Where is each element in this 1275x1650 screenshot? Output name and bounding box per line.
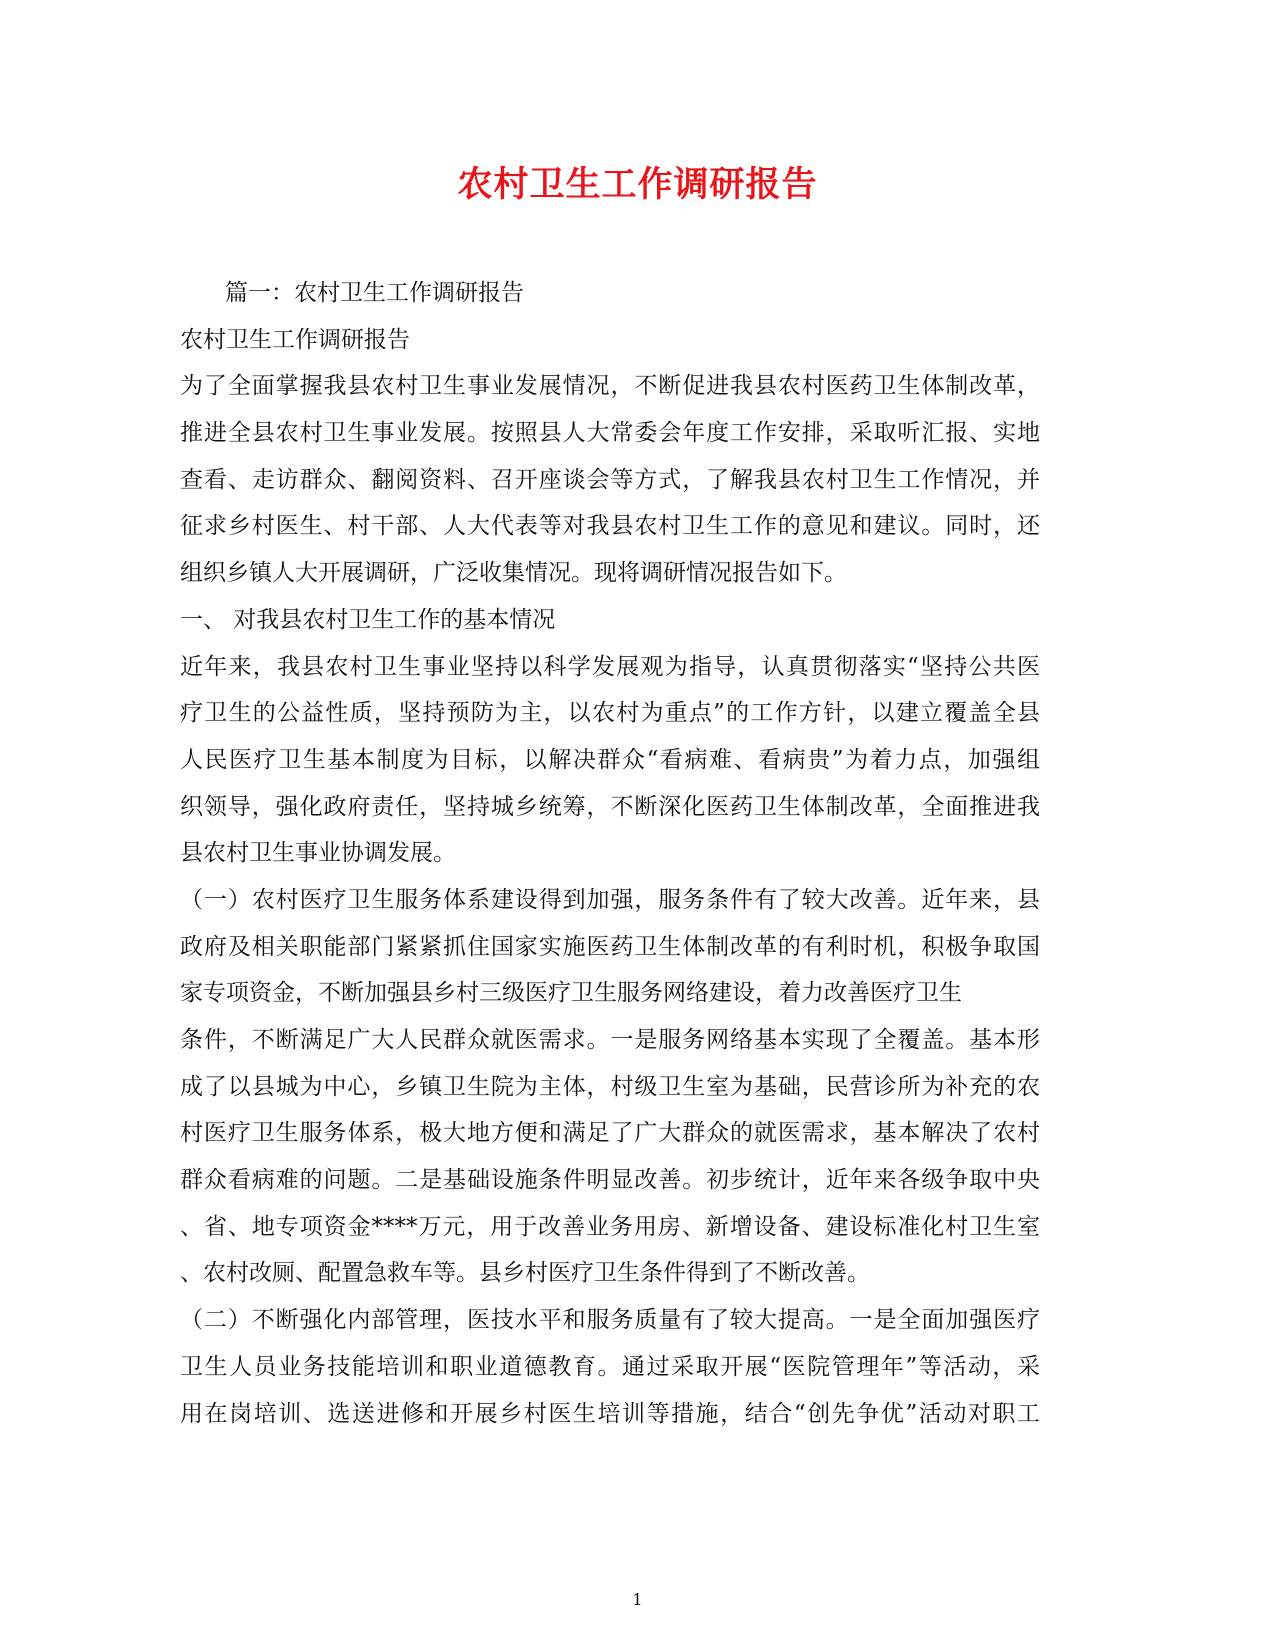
text-line: 推进全县农村卫生事业发展。按照县人大常委会年度工作安排，采取听汇报、实地 <box>180 420 1040 447</box>
section-heading: 篇一：农村卫生工作调研报告 <box>225 280 524 306</box>
text-line: 县农村卫生事业协调发展。 <box>180 840 456 867</box>
text-line: 家专项资金，不断加强县乡村三级医疗卫生服务网络建设，着力改善医疗卫生 <box>180 980 962 1007</box>
text-line: 征求乡村医生、村干部、人大代表等对我县农村卫生工作的意见和建议。同时，还 <box>180 513 1040 540</box>
section-heading: 一、 对我县农村卫生工作的基本情况 <box>180 606 556 633</box>
document-title: 农村卫生工作调研报告 <box>457 164 818 205</box>
text-line: 人民医疗卫生基本制度为目标，以解决群众“看病难、看病贵”为着力点，加强组 <box>180 746 1040 773</box>
text-line: 政府及相关职能部门紧紧抓住国家实施医药卫生体制改革的有利时机，积极争取国 <box>180 933 1040 960</box>
text-line: 为了全面掌握我县农村卫生事业发展情况，不断促进我县农村医药卫生体制改革， <box>180 373 1040 400</box>
text-line: 、农村改厕、配置急救车等。县乡村医疗卫生条件得到了不断改善。 <box>180 1260 870 1287</box>
text-line: （一）农村医疗卫生服务体系建设得到加强，服务条件有了较大改善。近年来，县 <box>180 886 1040 913</box>
text-line: 村医疗卫生服务体系，极大地方便和满足了广大群众的就医需求，基本解决了农村 <box>180 1120 1040 1147</box>
text-line: （二）不断强化内部管理，医技水平和服务质量有了较大提高。一是全面加强医疗 <box>180 1307 1040 1334</box>
text-line: 卫生人员业务技能培训和职业道德教育。通过采取开展“医院管理年”等活动，采 <box>180 1353 1040 1380</box>
text-line: 条件，不断满足广大人民群众就医需求。一是服务网络基本实现了全覆盖。基本形 <box>180 1027 1040 1053</box>
text-line: 、省、地专项资金****万元，用于改善业务用房、新增设备、建设标准化村卫生室 <box>180 1213 1040 1240</box>
text-line: 组织乡镇人大开展调研，广泛收集情况。现将调研情况报告如下。 <box>180 560 847 587</box>
text-line: 近年来，我县农村卫生事业坚持以科学发展观为指导，认真贯彻落实“坚持公共医 <box>180 653 1040 680</box>
text-line: 织领导，强化政府责任，坚持城乡统筹，不断深化医药卫生体制改革，全面推进我 <box>180 793 1040 820</box>
text-line: 用在岗培训、选送进修和开展乡村医生培训等措施，结合“创先争优”活动对职工 <box>180 1400 1040 1427</box>
text-line: 群众看病难的问题。二是基础设施条件明显改善。初步统计，近年来各级争取中央 <box>180 1167 1040 1194</box>
page-number: 1 <box>632 1590 643 1609</box>
text-line: 查看、走访群众、翻阅资料、召开座谈会等方式，了解我县农村卫生工作情况，并 <box>180 466 1040 493</box>
text-line: 成了以县城为中心，乡镇卫生院为主体，村级卫生室为基础，民营诊所为补充的农 <box>180 1073 1040 1100</box>
report-subtitle: 农村卫生工作调研报告 <box>180 326 410 353</box>
document-body <box>180 270 1040 1437</box>
text-line: 疗卫生的公益性质，坚持预防为主，以农村为重点”的工作方针，以建立覆盖全县 <box>180 700 1040 727</box>
